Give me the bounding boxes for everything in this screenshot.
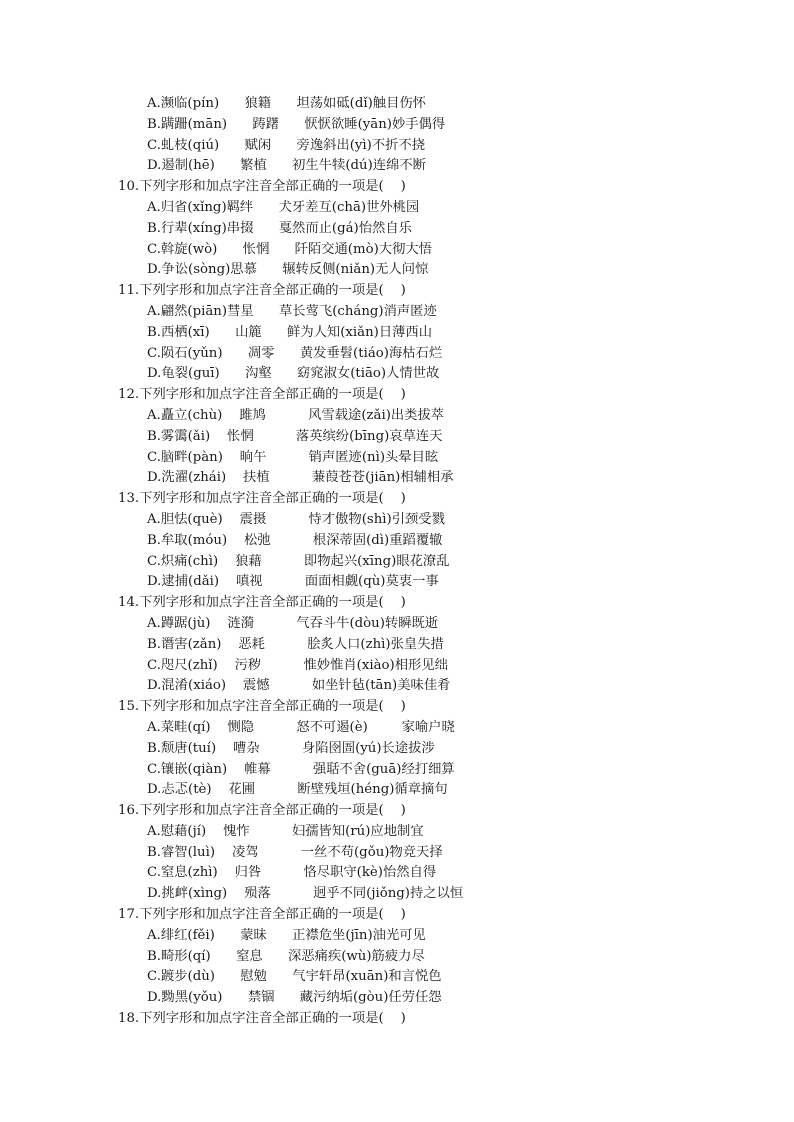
answer-option: A.绯红(fěi) 蒙昧 正襟危坐(jīn)油光可见: [147, 927, 426, 943]
answer-option: D.逮捕(dǎi) 嗔视 面面相觑(qù)莫衷一事: [147, 574, 439, 590]
answer-option: D.挑衅(xìng) 殒落 迥乎不同(jiǒng)持之以恒: [147, 886, 464, 902]
question-stem: 17.下列字形和加点字注音全部正确的一项是( ): [118, 907, 406, 923]
answer-option: D.遏制(hē) 繁植 初生牛犊(dú)连绵不断: [147, 158, 426, 174]
answer-option: B.谮害(zǎn) 恶耗 脍炙人口(zhì)张皇失措: [147, 636, 444, 652]
answer-option: C.陨石(yǔn) 凋零 黄发垂髫(tiáo)海枯石烂: [147, 345, 443, 361]
question-list: [118, 94, 718, 1030]
answer-option: D.黝黑(yǒu) 禁锢 藏污纳垢(gòu)任劳任怨: [147, 990, 442, 1006]
answer-option: B.蹒跚(mān) 踌躇 恹恹欲睡(yān)妙手偶得: [147, 116, 446, 132]
question-stem: 12.下列字形和加点字注音全部正确的一项是( ): [118, 387, 406, 403]
answer-option: D.忐忑(tè) 花圃 断壁残垣(héng)循章摘句: [147, 782, 448, 798]
answer-option: D.争讼(sòng)思慕 辗转反侧(niǎn)无人问惊: [147, 262, 429, 278]
answer-option: D.混淆(xiáo) 震憾 如坐针毡(tān)美味佳肴: [147, 678, 451, 694]
question-stem: 13.下列字形和加点字注音全部正确的一项是( ): [118, 491, 406, 507]
answer-option: C.斡旋(wò) 怅惘 阡陌交通(mò)大彻大悟: [147, 241, 432, 257]
question-stem: 14.下列字形和加点字注音全部正确的一项是( ): [118, 595, 406, 611]
answer-option: A.慰藉(jí) 愧怍 妇孺皆知(rú)应地制宜: [147, 823, 424, 839]
answer-option: C.虬枝(qiú) 赋闲 旁逸斜出(yì)不折不挠: [147, 137, 426, 153]
answer-option: B.雾霭(ǎi) 怅惘 落英缤纷(bīng)哀草连天: [147, 428, 443, 444]
answer-option: B.牟取(móu) 松弛 根深蒂固(dì)重蹈覆辙: [147, 532, 443, 548]
answer-option: A.蹲踞(jù) 涟漪 气吞斗牛(dòu)转瞬既逝: [147, 615, 439, 631]
answer-option: D.龟裂(guī) 沟壑 窈窕淑女(tiāo)人情世故: [147, 366, 440, 382]
answer-option: C.踱步(dù) 慰勉 气宇轩昂(xuān)和言悦色: [147, 969, 442, 985]
answer-option: C.镶嵌(qiàn) 帷幕 强聒不舍(guā)经打细算: [147, 761, 455, 777]
answer-option: A.胆怯(què) 震摄 恃才傲物(shì)引颈受戮: [147, 511, 445, 527]
question-stem: 16.下列字形和加点字注音全部正确的一项是( ): [118, 803, 406, 819]
answer-option: C.炽痛(chì) 狼藉 即物起兴(xīng)眼花潦乱: [147, 553, 450, 569]
answer-option: A.翩然(piān)彗星 草长莺飞(cháng)消声匿迹: [147, 303, 437, 319]
answer-option: A.归省(xǐng)羁绊 犬牙差互(chā)世外桃园: [147, 199, 420, 215]
answer-option: C.咫尺(zhǐ) 污秽 惟妙惟肖(xiào)相形见绌: [147, 657, 448, 673]
question-stem: 15.下列字形和加点字注音全部正确的一项是( ): [118, 699, 406, 715]
question-stem: 10.下列字形和加点字注音全部正确的一项是( ): [118, 179, 406, 195]
question-stem: 11.下列字形和加点字注音全部正确的一项是( ): [118, 283, 406, 299]
answer-option: B.西栖(xī) 山簏 鲜为人知(xiǎn)日薄西山: [147, 324, 433, 340]
question-stem: 18.下列字形和加点字注音全部正确的一项是( ): [118, 1011, 406, 1027]
answer-option: B.颓唐(tuí) 嘈杂 身陷囹圄(yú)长途拔涉: [147, 740, 435, 756]
answer-option: B.睿智(luì) 凌驾 一丝不苟(gǒu)物竞天择: [147, 844, 443, 860]
answer-option: B.畸形(qí) 窒息 深恶痛疾(wù)筋疲力尽: [147, 948, 425, 964]
answer-option: C.脑畔(pàn) 晌午 销声匿迹(nì)头晕目眩: [147, 449, 439, 465]
answer-option: A.濒临(pín) 狼籍 坦荡如砥(dǐ)触目伤怀: [147, 96, 426, 111]
answer-option: B.行辈(xíng)串掇 戛然而止(gá)怡然自乐: [147, 220, 412, 236]
answer-option: A.矗立(chù) 雎鸠 风雪载途(zǎi)出类拔萃: [147, 407, 445, 423]
answer-option: A.菜畦(qí) 恻隐 怒不可遏(è) 家喻户晓: [147, 719, 455, 735]
answer-option: D.洗濯(zhái) 扶植 蒹葭苍苍(jiān)相辅相承: [147, 470, 454, 486]
answer-option: C.窒息(zhì) 归咎 恪尽职守(kè)怡然自得: [147, 865, 437, 881]
